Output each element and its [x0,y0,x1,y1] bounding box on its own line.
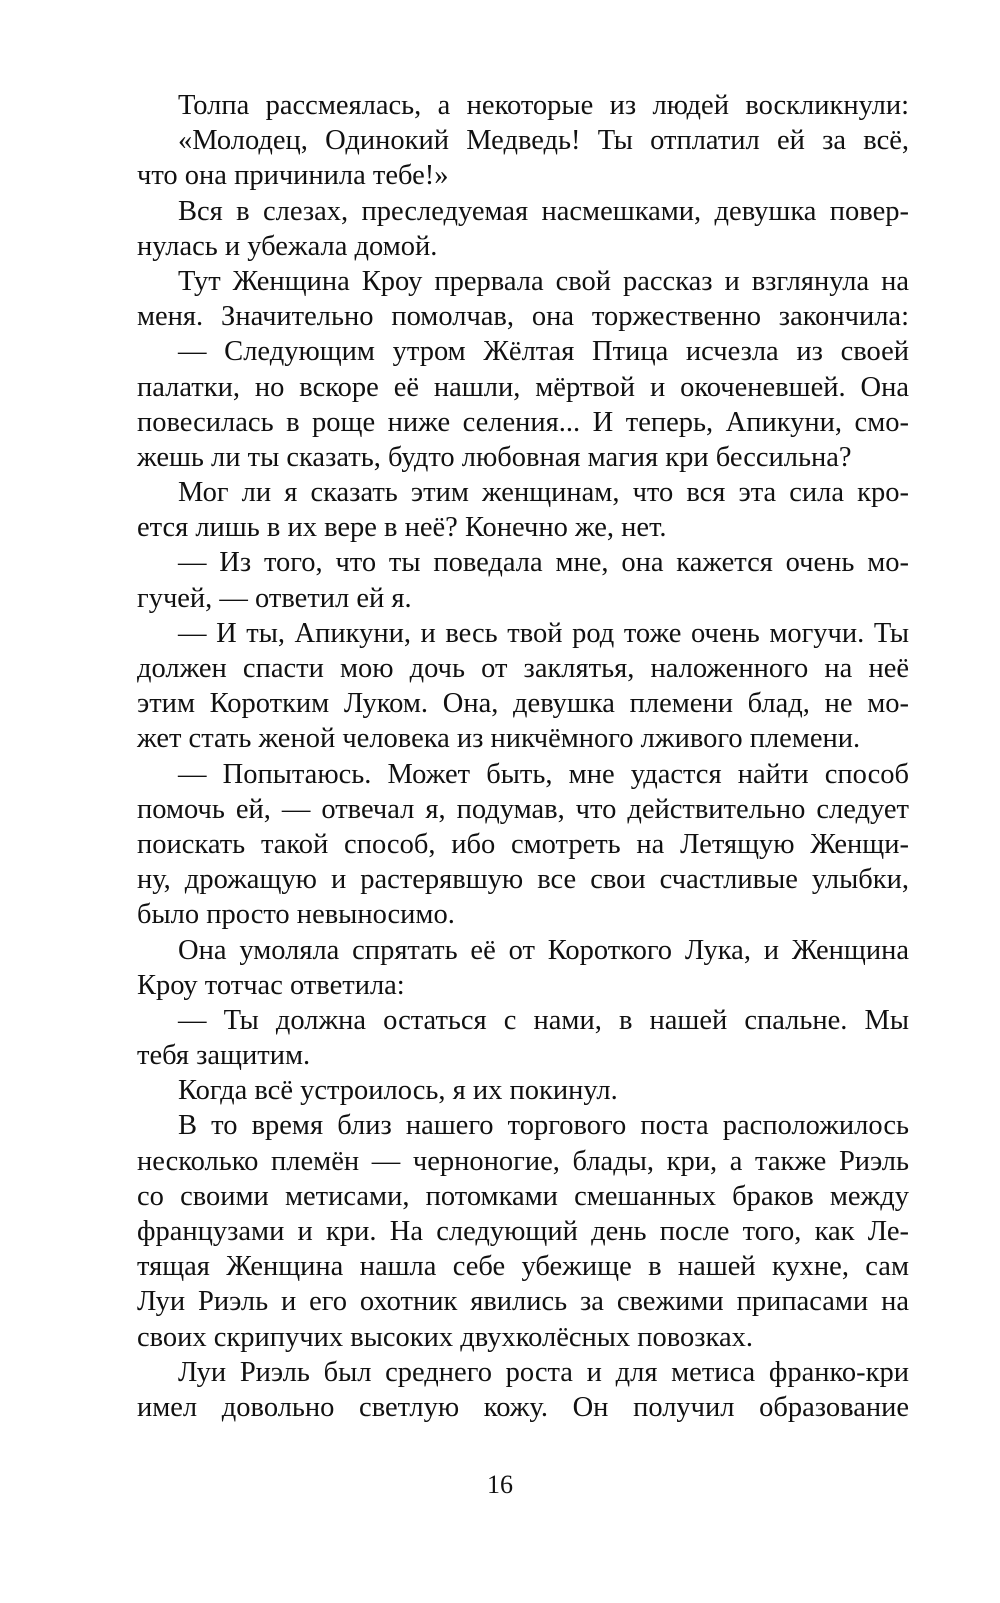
text-line: тебя защитим. [137,1040,311,1072]
text-line: тящая Женщина нашла себе убежище в нашей кухне, сам [137,1251,909,1283]
text-line: Она умоляла спрятать её от Короткого Лука, и Женщина [178,934,909,966]
text-line: гучей, — ответил ей я. [137,582,412,614]
text-line: «Молодец, Одинокий Медведь! Ты отплатил ей за всё, [178,125,909,157]
text-line: Вся в слезах, преследуемая насмешками, девушка повер- [178,195,909,227]
text-line: было просто невыносимо. [137,899,455,931]
text-line: — И ты, Апикуни, и весь твой род тоже очень могучи. Ты [178,617,909,649]
text-line: должен спасти мою дочь от заклятья, наложенного на неё [137,653,909,684]
text-line: — Следующим утром Жёлтая Птица исчезла из своей [178,336,909,368]
text-line: Когда всё устроилось, я их покинул. [178,1075,618,1107]
text-line: со своими метисами, потомками смешанных браков между [137,1180,909,1212]
text-line: Кроу тотчас ответила: [137,969,405,1001]
text-line: — Из того, что ты поведала мне, она кажется очень мо- [178,547,909,579]
text-line: Луи Риэль был среднего роста и для метиса франко-кри [178,1356,909,1388]
text-line: В то время близ нашего торгового поста расположилось [178,1110,909,1142]
text-line: меня. Значительно помолчав, она торжественно закончила: [137,301,909,333]
text-line: Мог ли я сказать этим женщинам, что вся эта сила кро- [178,477,909,509]
text-line: своих скрипучих высоких двухколёсных повозках. [137,1321,753,1353]
text-line: ется лишь в их вере в неё? Конечно же, нет. [137,512,667,544]
text-line: палатки, но вскоре её нашли, мёртвой и окоченевшей. Она [137,371,909,403]
page-text [137,88,909,1425]
text-line: Тут Женщина Кроу прервала свой рассказ и взглянула на [178,265,909,297]
text-line: что она причинила тебе!» [137,160,449,192]
text-line: нулась и убежала домой. [137,230,438,262]
text-line: — Ты должна остаться с нами, в нашей спальне. Мы [178,1004,909,1036]
text-line: имел довольно светлую кожу. Он получил образование [137,1391,909,1423]
text-line: французами и кри. На следующий день после того, как Ле- [137,1216,909,1247]
text-line: этим Коротким Луком. Она, девушка племени блад, не мо- [137,688,909,720]
text-line: жешь ли ты сказать, будто любовная магия кри бессильна? [137,441,852,473]
text-line: несколько племён — черноногие, блады, кри, а также Риэль [137,1145,909,1177]
text-line: Луи Риэль и его охотник явились за свежими припасами на [137,1286,909,1318]
text-line: поискать такой способ, ибо смотреть на Летящую Женщи- [137,828,909,860]
text-line: помочь ей, — отвечал я, подумав, что действительно следует [137,793,909,825]
page-number: 16 [487,1470,513,1499]
text-line: жет стать женой человека из никчёмного лживого племени. [137,723,861,755]
text-line: Толпа рассмеялась, а некоторые из людей воскликнули: [178,90,909,121]
text-line: — Попытаюсь. Может быть, мне удастся найти способ [178,758,909,790]
text-line: ну, дрожащую и растерявшую все свои счастливые улыбки, [137,864,909,896]
text-line: повесилась в роще ниже селения... И теперь, Апикуни, смо- [137,406,909,438]
